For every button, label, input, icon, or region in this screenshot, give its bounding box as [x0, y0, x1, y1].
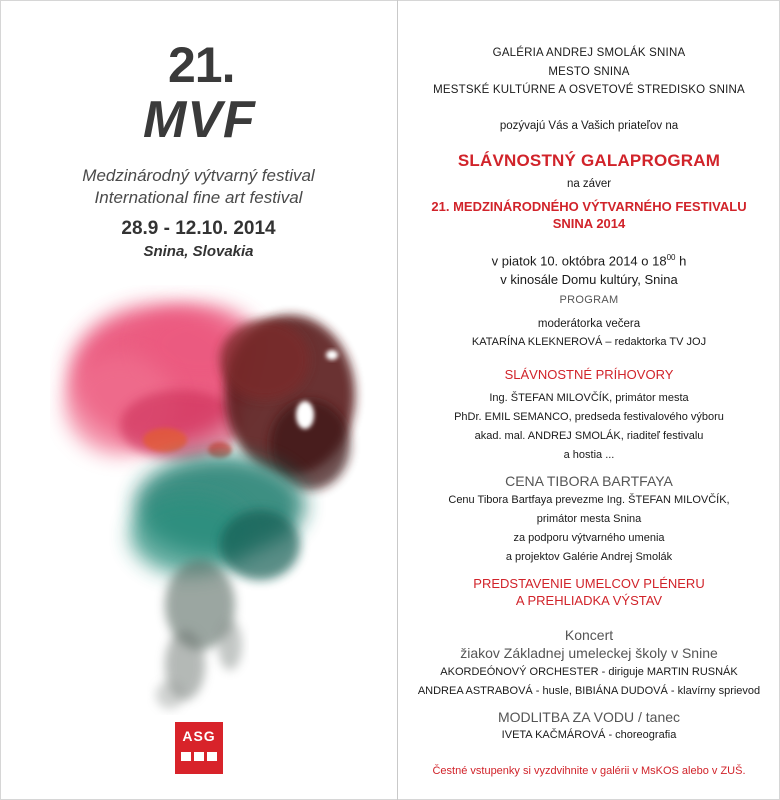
speaker-name: PhDr. EMIL SEMANCO [454, 411, 569, 423]
speaker-3 [398, 430, 780, 442]
watercolor-artwork [50, 285, 380, 715]
award-line-3: za podporu výtvarného umenia [513, 532, 665, 544]
edition-number: 21. [168, 37, 235, 93]
main-title: SLÁVNOSTNÝ GALAPROGRAM [457, 151, 721, 170]
award-line-4: a projektov Galérie Andrej Smolák [505, 551, 673, 563]
plener-line-2: A PREHLIADKA VÝSTAV [515, 593, 663, 608]
speaker-2 [398, 411, 780, 423]
prayer-line: IVETA KAČMÁROVÁ - choreografia [501, 729, 677, 741]
organizer-3: MESTSKÉ KULTÚRNE A OSVETOVÉ STREDISKO SNINA [433, 84, 745, 96]
guests-line: a hostia ... [563, 449, 615, 461]
festival-line-1: 21. MEDZINÁRODNÉHO VÝTVARNÉHO FESTIVALU [431, 199, 747, 214]
award-title: CENA TIBORA BARTFAYA [505, 473, 673, 489]
datetime-prefix: v piatok 10. októbra 2014 o 18 [491, 253, 667, 269]
speaker-role: , primátor mesta [609, 392, 689, 404]
asg-logo-squares [181, 752, 217, 768]
speaker-role: , predseda festivalového výboru [568, 411, 724, 423]
subtitle-en: International fine art festival [94, 188, 303, 207]
prayer-title: MODLITBA ZA VODU / tanec [497, 709, 681, 725]
concert-title: Koncert [564, 627, 614, 643]
event-datetime [398, 253, 780, 268]
speeches-title: SLÁVNOSTNÉ PRÍHOVORY [504, 367, 674, 382]
festival-line-2: SNINA 2014 [552, 216, 626, 231]
speaker-role: , riaditeľ festivalu [620, 430, 704, 442]
concert-subtitle: žiakov Základnej umeleckej školy v Snine [460, 645, 718, 661]
moderator-name: KATARÍNA KLEKNEROVÁ [471, 336, 603, 348]
invite-line: pozývajú Vás a Vašich priateľov na [499, 120, 679, 132]
award-line-2: primátor mesta Snina [536, 513, 642, 525]
concert-line-2: ANDREA ASTRABOVÁ - husle, BIBIÁNA DUDOVÁ - klavírny sprievod [417, 685, 761, 697]
event-venue: v kinosále Domu kultúry, Snina [500, 272, 678, 287]
asg-logo [175, 722, 223, 774]
moderator-role: – redaktorka TV JOJ [602, 336, 707, 348]
speaker-1 [398, 392, 780, 404]
asg-logo-text: ASG [182, 728, 216, 744]
na-zaver: na záver [566, 178, 612, 190]
invitation-panel [398, 0, 780, 800]
plener-line-1: PREDSTAVENIE UMELCOV PLÉNERU [473, 576, 705, 591]
datetime-suffix: h [675, 253, 687, 269]
datetime-sup: 00 [666, 253, 676, 262]
concert-line-1: AKORDEÓNOVÝ ORCHESTER - diriguje MARTIN RUSNÁK [440, 666, 738, 678]
organizer-1: GALÉRIA ANDREJ SMOLÁK SNINA [492, 47, 686, 59]
award-line-1: Cenu Tibora Bartfaya prevezme Ing. ŠTEFAN MILOVČÍK, [448, 494, 730, 506]
festival-brand: MVF [143, 91, 256, 149]
festival-place: Snina, Slovakia [143, 243, 254, 260]
program-label: PROGRAM [559, 294, 619, 306]
festival-dates: 28.9 - 12.10. 2014 [121, 218, 276, 239]
speaker-name: Ing. ŠTEFAN MILOVČÍK [489, 392, 610, 404]
tickets-note: Čestné vstupenky si vyzdvihnite v galérii v MsKOS alebo v ZUŠ. [432, 765, 746, 777]
subtitle-sk: Medzinárodný výtvarný festival [82, 166, 315, 185]
moderator-label: moderátorka večera [537, 318, 641, 330]
organizer-2: MESTO SNINA [548, 66, 630, 78]
moderator [398, 336, 780, 348]
speaker-name: akad. mal. ANDREJ SMOLÁK [474, 430, 621, 442]
